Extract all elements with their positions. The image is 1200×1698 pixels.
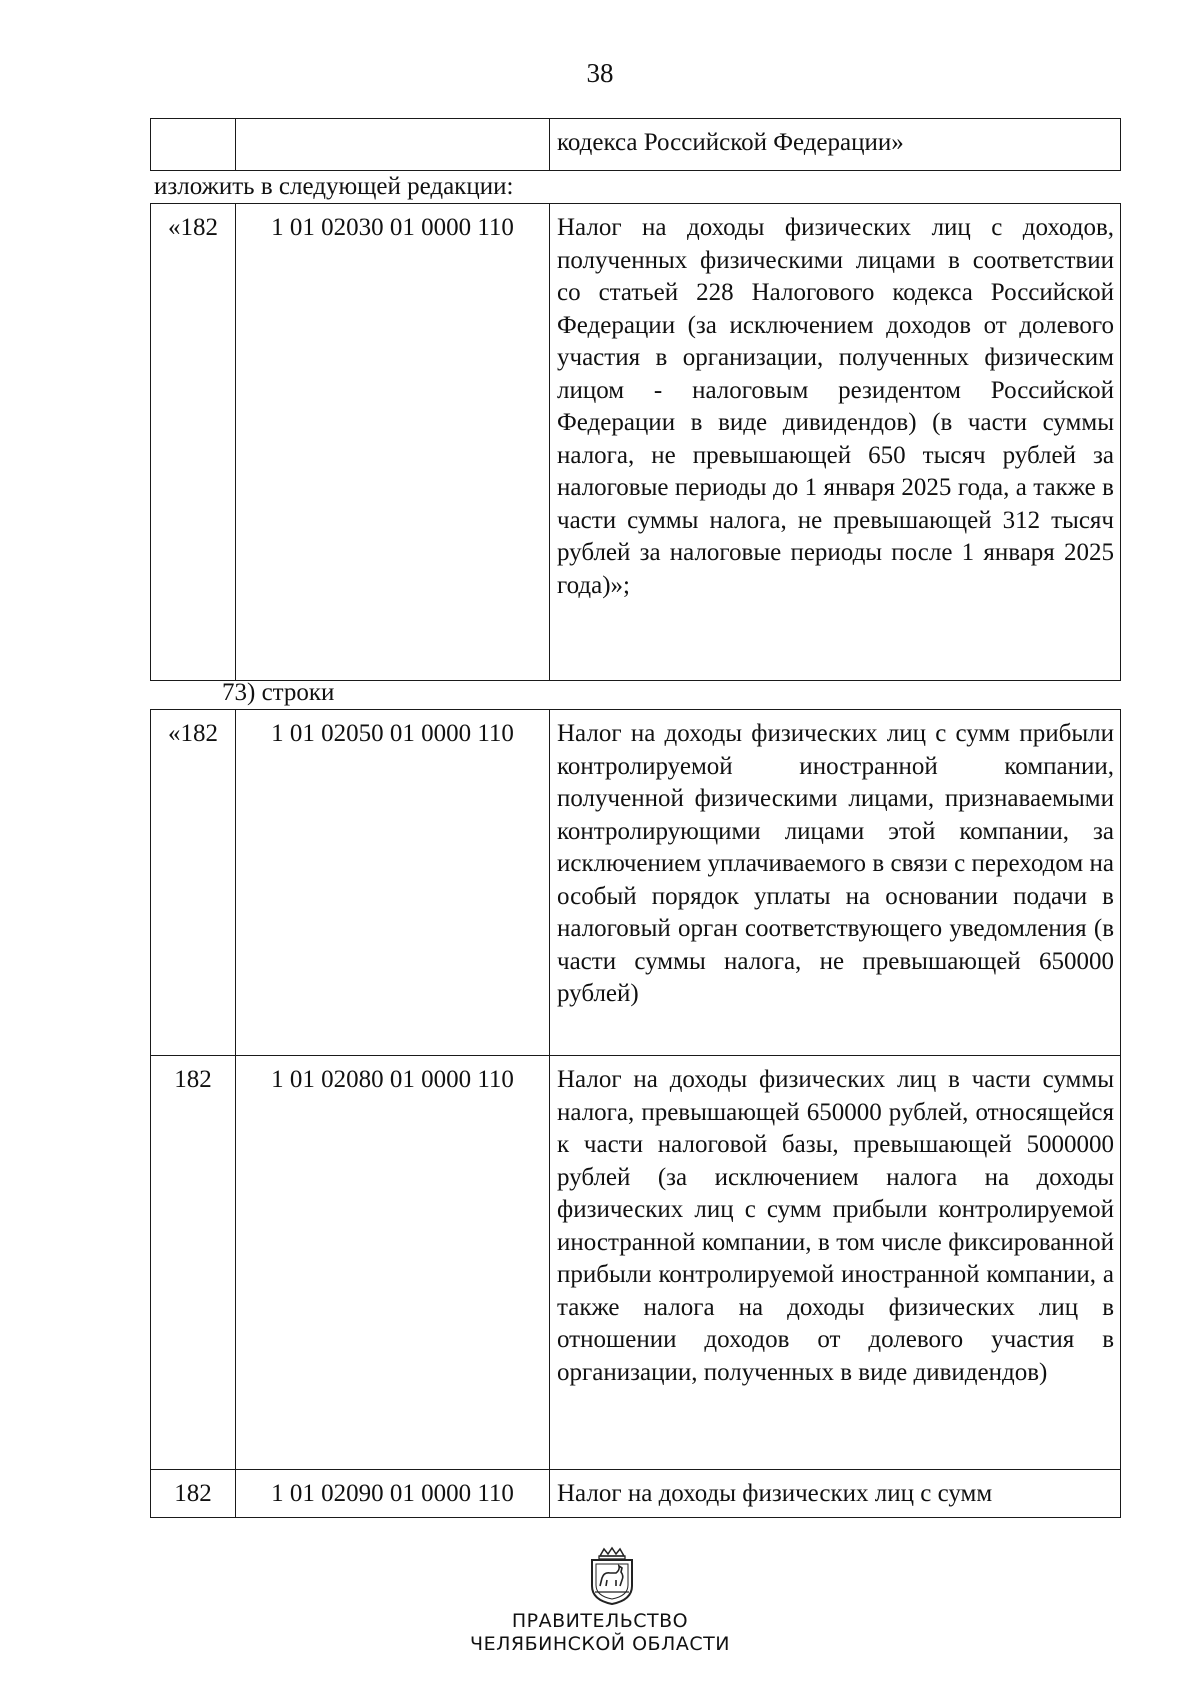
- table-cell-col1: 182: [151, 1470, 236, 1518]
- table-row: [151, 119, 1121, 171]
- rows-table: [150, 709, 1121, 1518]
- footer-organization: [0, 1610, 1200, 1656]
- table-cell-col1: «182: [151, 710, 236, 1056]
- footer-line-2: ЧЕЛЯБИНСКОЙ ОБЛАСТИ: [470, 1633, 730, 1655]
- table-row: [151, 204, 1121, 681]
- table-cell-col3: Налог на доходы физических лиц с сумм: [550, 1470, 1121, 1518]
- table-cell-col3: Налог на доходы физических лиц с сумм прибыли контролируемой иностранной компании, полученной физическими лицами, признаваемыми контролирующими лицами этой компании, за исключением уплачиваемого в связи с переходом на особый порядок уплаты на основании подачи в налоговый орган соответствующего уведомления (в части суммы налога, не превышающей 650000 рублей): [550, 710, 1121, 1056]
- table-cell-col2: 1 01 02050 01 0000 110: [236, 710, 550, 1056]
- replacement-table: [150, 203, 1121, 681]
- table-cell-col3: Налог на доходы физических лиц с доходов, полученных физическими лицами в соответствии со статьей 228 Налогового кодекса Российской Федерации (за исключением доходов от долевого участия в организации, полученных физическим лицом - налоговым резидентом Российской Федерации в виде дивидендов) (в части суммы налога, не превышающей 650 тысяч рублей за налоговые периоды до 1 января 2025 года, а также в части суммы налога, не превышающей 312 тысяч рублей за налоговые периоды после 1 января 2025 года)»;: [550, 204, 1121, 681]
- chelyabinsk-coat-of-arms-icon: [586, 1546, 638, 1606]
- footer-line-1: ПРАВИТЕЛЬСТВО: [511, 1610, 689, 1632]
- table-cell-col2: 1 01 02030 01 0000 110: [236, 204, 550, 681]
- table-row: [151, 1056, 1121, 1470]
- intro-text: изложить в следующей редакции:: [154, 173, 514, 200]
- table-cell-col2: 1 01 02080 01 0000 110: [236, 1056, 550, 1470]
- table-cell-col3: кодекса Российской Федерации»: [550, 119, 1121, 171]
- top-table: [150, 118, 1121, 171]
- table-cell-col1: «182: [151, 204, 236, 681]
- table-row: [151, 1470, 1121, 1518]
- table-cell-col1: [151, 119, 236, 171]
- table-cell-col3: Налог на доходы физических лиц в части суммы налога, превышающей 650000 рублей, относящейся к части налоговой базы, превышающей 5000000 рублей (за исключением налога на доходы физических лиц с сумм прибыли контролируемой иностранной компании, в том числе фиксированной прибыли контролируемой иностранной компании, а также налога на доходы физических лиц в отношении доходов от долевого участия в организации, полученных в виде дивидендов): [550, 1056, 1121, 1470]
- table-cell-col2: [236, 119, 550, 171]
- table-cell-col2: 1 01 02090 01 0000 110: [236, 1470, 550, 1518]
- item-label: 73) строки: [222, 679, 335, 706]
- table-cell-col1: 182: [151, 1056, 236, 1470]
- table-row: [151, 710, 1121, 1056]
- page-number: 38: [586, 58, 614, 88]
